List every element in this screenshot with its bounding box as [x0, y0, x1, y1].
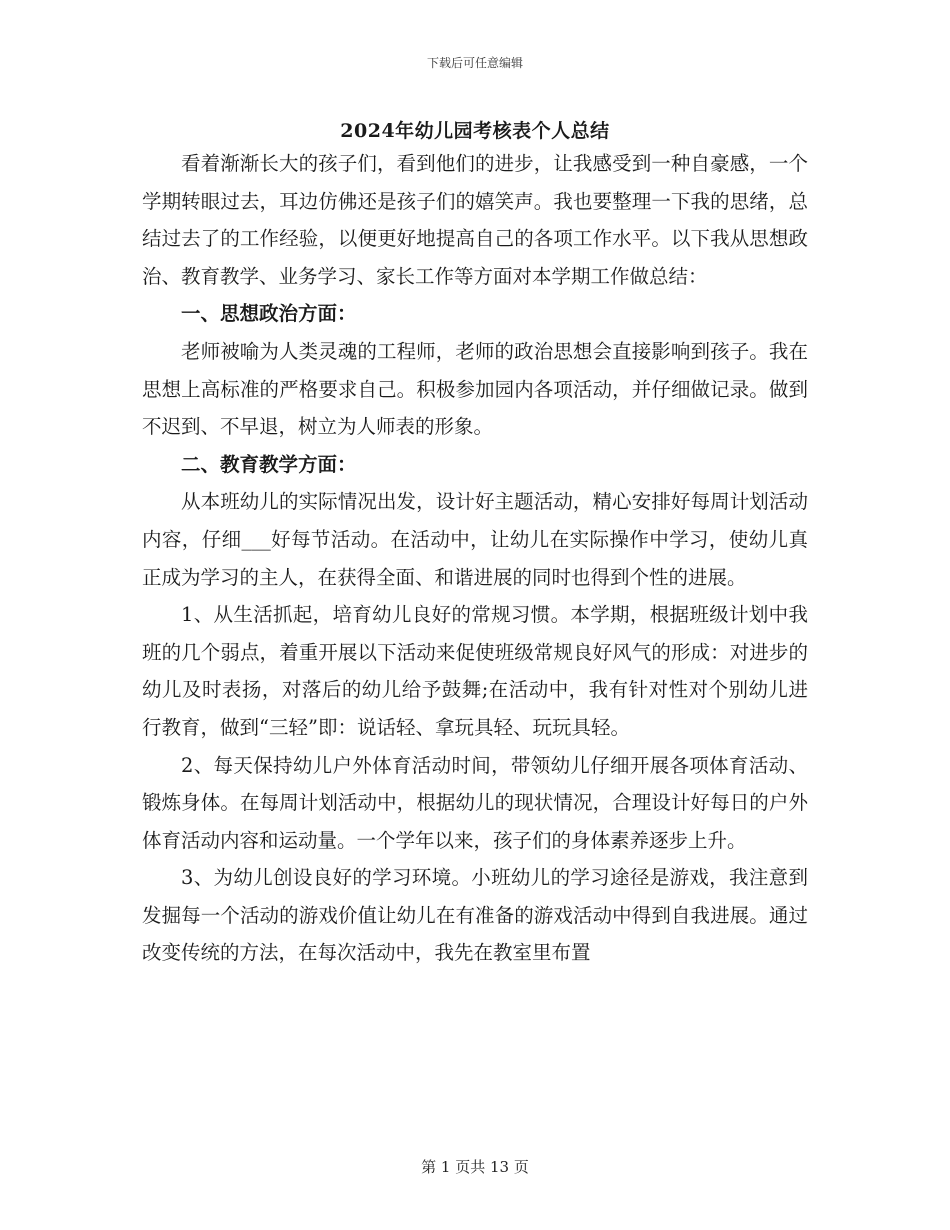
- document-body: [142, 145, 808, 972]
- paragraph-item-2: 2、每天保持幼儿户外体育活动时间，带领幼儿仔细开展各项体育活动、锻炼身体。在每周计划活动中，根据幼儿的现状情况，合理设计好每日的户外体育活动内容和运动量。一个学年以来，孩子们的身体素养逐步上升。: [142, 753, 808, 852]
- page-header-note: 下载后可任意编辑: [426, 56, 523, 70]
- paragraph-intro: 看着渐渐长大的孩子们，看到他们的进步，让我感受到一种自豪感，一个学期转眼过去，耳边仿佛还是孩子们的嬉笑声。我也要整理一下我的思绪，总结过去了的工作经验，以便更好地提高自己的各项工作水平。以下我从思想政治、教育教学、业务学习、家长工作等方面对本学期工作做总结：: [142, 152, 808, 288]
- document-title: 2024年幼儿园考核表个人总结: [340, 120, 610, 142]
- section-heading-teaching: 二、教育教学方面：: [181, 452, 357, 476]
- paragraph-teaching: 从本班幼儿的实际情况出发，设计好主题活动，精心安排好每周计划活动内容，仔细___好每节活动。在活动中，让幼儿在实际操作中学习，使幼儿真正成为学习的主人，在获得全面、和谐进展的同时也得到个性的进展。: [142, 490, 808, 589]
- page-number: 第 1 页共 13 页: [421, 1158, 529, 1176]
- section-heading-politics: 一、思想政治方面：: [181, 302, 357, 326]
- paragraph-item-1: 1、从生活抓起，培育幼儿良好的常规习惯。本学期，根据班级计划中我班的几个弱点，着重开展以下活动来促使班级常规良好风气的形成：对进步的幼儿及时表扬，对落后的幼儿给予鼓舞;在活动中，我有针对性对个别幼儿进行教育，做到“三轻”即：说话轻、拿玩具轻、玩玩具轻。: [142, 603, 808, 739]
- paragraph-politics: 老师被喻为人类灵魂的工程师，老师的政治思想会直接影响到孩子。我在思想上高标准的严格要求自己。积极参加园内各项活动，并仔细做记录。做到不迟到、不早退，树立为人师表的形象。: [142, 339, 808, 439]
- paragraph-item-3: 3、为幼儿创设良好的学习环境。小班幼儿的学习途径是游戏，我注意到发掘每一个活动的游戏价值让幼儿在有准备的游戏活动中得到自我进展。通过改变传统的方法，在每次活动中，我先在教室里布置: [142, 866, 808, 965]
